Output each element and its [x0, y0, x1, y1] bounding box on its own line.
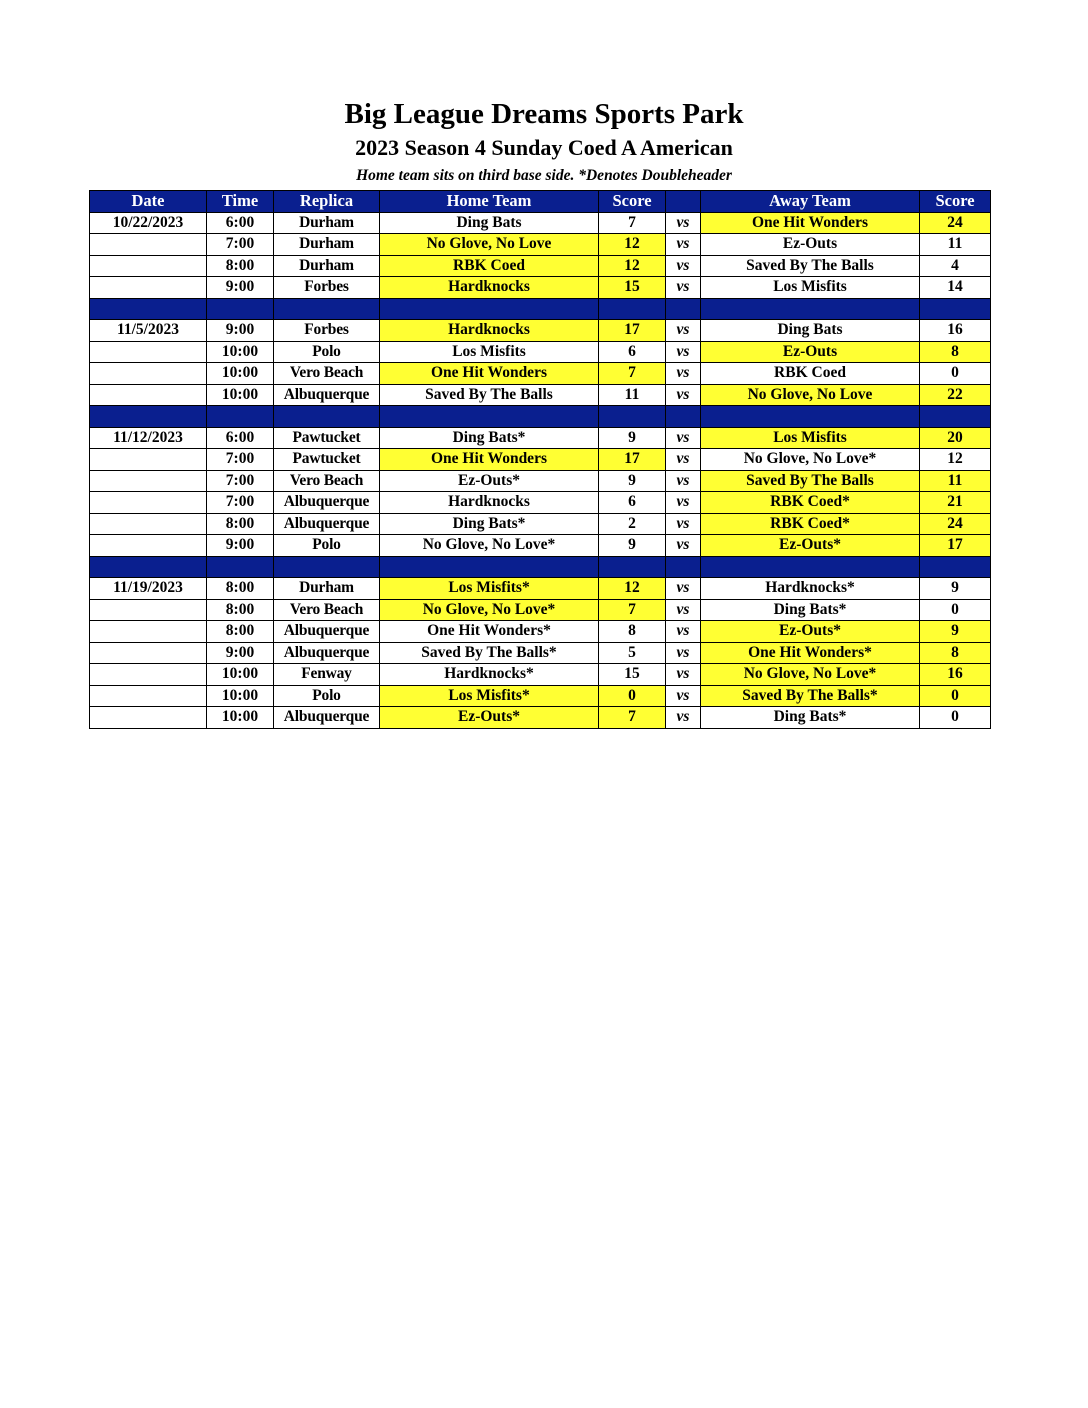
header-replica: Replica [274, 191, 380, 213]
table-row [90, 599, 991, 621]
home-team-cell: Hardknocks [380, 492, 599, 514]
table-row [90, 234, 991, 256]
home-score-cell: 0 [599, 685, 666, 707]
home-team-cell: Ez-Outs* [380, 470, 599, 492]
table-row [90, 685, 991, 707]
away-score-cell: 11 [920, 234, 991, 256]
table-row [90, 492, 991, 514]
time-cell: 6:00 [207, 427, 274, 449]
home-score-cell: 15 [599, 277, 666, 299]
home-team-cell: Ding Bats* [380, 513, 599, 535]
home-score-cell: 15 [599, 664, 666, 686]
header-away-team: Away Team [701, 191, 920, 213]
separator-cell [701, 556, 920, 578]
separator-cell [274, 298, 380, 320]
header-vs [666, 191, 701, 213]
separator-cell [920, 406, 991, 428]
away-score-cell: 14 [920, 277, 991, 299]
separator-cell [920, 556, 991, 578]
schedule-body [90, 212, 991, 728]
date-cell [90, 621, 207, 643]
date-cell [90, 234, 207, 256]
date-cell [90, 363, 207, 385]
home-team-cell: No Glove, No Love [380, 234, 599, 256]
vs-cell: vs [666, 234, 701, 256]
away-team-cell: Saved By The Balls [701, 255, 920, 277]
away-team-cell: Ding Bats* [701, 707, 920, 729]
home-team-cell: Ez-Outs* [380, 707, 599, 729]
vs-cell: vs [666, 384, 701, 406]
separator-cell [90, 406, 207, 428]
home-team-cell: One Hit Wonders [380, 449, 599, 471]
date-cell [90, 664, 207, 686]
vs-cell: vs [666, 341, 701, 363]
vs-cell: vs [666, 492, 701, 514]
home-score-cell: 12 [599, 578, 666, 600]
replica-cell: Vero Beach [274, 470, 380, 492]
home-score-cell: 12 [599, 234, 666, 256]
home-team-cell: No Glove, No Love* [380, 535, 599, 557]
away-team-cell: No Glove, No Love [701, 384, 920, 406]
table-row [90, 664, 991, 686]
home-score-cell: 11 [599, 384, 666, 406]
page-subtitle: 2023 Season 4 Sunday Coed A American [355, 135, 733, 160]
away-score-cell: 0 [920, 363, 991, 385]
schedule-note: Home team sits on third base side. *Denotes Doubleheader [356, 167, 732, 184]
separator-cell [666, 556, 701, 578]
separator-cell [380, 298, 599, 320]
replica-cell: Durham [274, 578, 380, 600]
table-row [90, 513, 991, 535]
home-team-cell: Los Misfits* [380, 578, 599, 600]
table-row [90, 277, 991, 299]
away-team-cell: No Glove, No Love* [701, 664, 920, 686]
separator-cell [380, 556, 599, 578]
home-score-cell: 9 [599, 427, 666, 449]
away-team-cell: RBK Coed* [701, 492, 920, 514]
header-home-score: Score [599, 191, 666, 213]
separator-cell [90, 298, 207, 320]
separator-row [90, 298, 991, 320]
home-team-cell: One Hit Wonders* [380, 621, 599, 643]
away-team-cell: Ding Bats [701, 320, 920, 342]
away-score-cell: 12 [920, 449, 991, 471]
home-score-cell: 7 [599, 707, 666, 729]
time-cell: 7:00 [207, 449, 274, 471]
replica-cell: Polo [274, 341, 380, 363]
header-date: Date [90, 191, 207, 213]
away-score-cell: 4 [920, 255, 991, 277]
away-score-cell: 21 [920, 492, 991, 514]
date-cell: 11/5/2023 [90, 320, 207, 342]
separator-cell [701, 298, 920, 320]
replica-cell: Albuquerque [274, 384, 380, 406]
table-row [90, 212, 991, 234]
vs-cell: vs [666, 363, 701, 385]
home-score-cell: 6 [599, 492, 666, 514]
time-cell: 9:00 [207, 277, 274, 299]
home-score-cell: 9 [599, 470, 666, 492]
time-cell: 8:00 [207, 621, 274, 643]
home-team-cell: Los Misfits* [380, 685, 599, 707]
date-cell [90, 384, 207, 406]
date-cell [90, 707, 207, 729]
time-cell: 7:00 [207, 234, 274, 256]
table-row [90, 449, 991, 471]
home-score-cell: 2 [599, 513, 666, 535]
vs-cell: vs [666, 621, 701, 643]
replica-cell: Fenway [274, 664, 380, 686]
replica-cell: Forbes [274, 277, 380, 299]
date-cell [90, 341, 207, 363]
home-score-cell: 9 [599, 535, 666, 557]
time-cell: 10:00 [207, 341, 274, 363]
home-team-cell: Hardknocks [380, 320, 599, 342]
away-score-cell: 0 [920, 599, 991, 621]
separator-row [90, 406, 991, 428]
home-team-cell: No Glove, No Love* [380, 599, 599, 621]
away-score-cell: 17 [920, 535, 991, 557]
time-cell: 6:00 [207, 212, 274, 234]
home-score-cell: 12 [599, 255, 666, 277]
separator-cell [380, 406, 599, 428]
away-score-cell: 24 [920, 212, 991, 234]
vs-cell: vs [666, 470, 701, 492]
header-row [90, 191, 991, 213]
away-team-cell: Hardknocks* [701, 578, 920, 600]
table-row [90, 320, 991, 342]
header-home-team: Home Team [380, 191, 599, 213]
replica-cell: Durham [274, 212, 380, 234]
away-team-cell: One Hit Wonders [701, 212, 920, 234]
home-team-cell: Ding Bats* [380, 427, 599, 449]
away-score-cell: 11 [920, 470, 991, 492]
time-cell: 10:00 [207, 363, 274, 385]
home-team-cell: Ding Bats [380, 212, 599, 234]
table-row [90, 707, 991, 729]
header-time: Time [207, 191, 274, 213]
time-cell: 8:00 [207, 599, 274, 621]
vs-cell: vs [666, 685, 701, 707]
vs-cell: vs [666, 578, 701, 600]
away-team-cell: No Glove, No Love* [701, 449, 920, 471]
away-team-cell: Los Misfits [701, 277, 920, 299]
away-team-cell: Saved By The Balls* [701, 685, 920, 707]
date-cell [90, 277, 207, 299]
away-team-cell: Ez-Outs* [701, 621, 920, 643]
replica-cell: Vero Beach [274, 599, 380, 621]
table-row [90, 535, 991, 557]
table-row [90, 578, 991, 600]
time-cell: 10:00 [207, 664, 274, 686]
date-cell [90, 449, 207, 471]
home-score-cell: 17 [599, 320, 666, 342]
time-cell: 10:00 [207, 707, 274, 729]
replica-cell: Durham [274, 255, 380, 277]
date-cell: 11/12/2023 [90, 427, 207, 449]
away-team-cell: One Hit Wonders* [701, 642, 920, 664]
vs-cell: vs [666, 535, 701, 557]
home-score-cell: 8 [599, 621, 666, 643]
time-cell: 9:00 [207, 642, 274, 664]
time-cell: 10:00 [207, 384, 274, 406]
replica-cell: Pawtucket [274, 427, 380, 449]
home-team-cell: Saved By The Balls* [380, 642, 599, 664]
vs-cell: vs [666, 320, 701, 342]
table-row [90, 384, 991, 406]
replica-cell: Albuquerque [274, 621, 380, 643]
replica-cell: Pawtucket [274, 449, 380, 471]
replica-cell: Polo [274, 535, 380, 557]
table-row [90, 427, 991, 449]
away-score-cell: 0 [920, 707, 991, 729]
vs-cell: vs [666, 449, 701, 471]
schedule-table [89, 190, 991, 729]
separator-cell [599, 298, 666, 320]
away-score-cell: 22 [920, 384, 991, 406]
replica-cell: Albuquerque [274, 707, 380, 729]
away-score-cell: 20 [920, 427, 991, 449]
away-team-cell: Ding Bats* [701, 599, 920, 621]
vs-cell: vs [666, 664, 701, 686]
table-row [90, 341, 991, 363]
replica-cell: Albuquerque [274, 492, 380, 514]
separator-cell [599, 406, 666, 428]
separator-cell [274, 556, 380, 578]
date-cell [90, 492, 207, 514]
away-team-cell: RBK Coed* [701, 513, 920, 535]
replica-cell: Polo [274, 685, 380, 707]
replica-cell: Durham [274, 234, 380, 256]
separator-cell [701, 406, 920, 428]
home-score-cell: 7 [599, 599, 666, 621]
away-score-cell: 16 [920, 664, 991, 686]
time-cell: 9:00 [207, 535, 274, 557]
replica-cell: Vero Beach [274, 363, 380, 385]
home-score-cell: 17 [599, 449, 666, 471]
vs-cell: vs [666, 642, 701, 664]
header-away-score: Score [920, 191, 991, 213]
time-cell: 9:00 [207, 320, 274, 342]
vs-cell: vs [666, 599, 701, 621]
time-cell: 8:00 [207, 255, 274, 277]
date-cell: 11/19/2023 [90, 578, 207, 600]
separator-cell [207, 556, 274, 578]
vs-cell: vs [666, 427, 701, 449]
separator-cell [666, 406, 701, 428]
vs-cell: vs [666, 707, 701, 729]
away-score-cell: 9 [920, 621, 991, 643]
date-cell [90, 685, 207, 707]
home-team-cell: One Hit Wonders [380, 363, 599, 385]
home-team-cell: Hardknocks [380, 277, 599, 299]
time-cell: 8:00 [207, 513, 274, 535]
separator-row [90, 556, 991, 578]
time-cell: 10:00 [207, 685, 274, 707]
away-team-cell: Ez-Outs [701, 234, 920, 256]
table-row [90, 642, 991, 664]
replica-cell: Forbes [274, 320, 380, 342]
separator-cell [274, 406, 380, 428]
away-score-cell: 24 [920, 513, 991, 535]
home-team-cell: Los Misfits [380, 341, 599, 363]
separator-cell [920, 298, 991, 320]
separator-cell [90, 556, 207, 578]
vs-cell: vs [666, 212, 701, 234]
away-team-cell: Ez-Outs [701, 341, 920, 363]
home-score-cell: 6 [599, 341, 666, 363]
away-team-cell: Ez-Outs* [701, 535, 920, 557]
home-team-cell: Saved By The Balls [380, 384, 599, 406]
date-cell: 10/22/2023 [90, 212, 207, 234]
date-cell [90, 255, 207, 277]
page-title: Big League Dreams Sports Park [344, 98, 744, 130]
replica-cell: Albuquerque [274, 642, 380, 664]
away-score-cell: 8 [920, 341, 991, 363]
table-row [90, 621, 991, 643]
separator-cell [599, 556, 666, 578]
time-cell: 7:00 [207, 492, 274, 514]
separator-cell [207, 298, 274, 320]
separator-cell [207, 406, 274, 428]
vs-cell: vs [666, 513, 701, 535]
home-score-cell: 7 [599, 212, 666, 234]
date-cell [90, 599, 207, 621]
table-row [90, 363, 991, 385]
home-team-cell: RBK Coed [380, 255, 599, 277]
table-row [90, 470, 991, 492]
separator-cell [666, 298, 701, 320]
home-score-cell: 7 [599, 363, 666, 385]
table-row [90, 255, 991, 277]
vs-cell: vs [666, 255, 701, 277]
away-score-cell: 0 [920, 685, 991, 707]
date-cell [90, 642, 207, 664]
replica-cell: Albuquerque [274, 513, 380, 535]
away-team-cell: Saved By The Balls [701, 470, 920, 492]
away-score-cell: 8 [920, 642, 991, 664]
home-team-cell: Hardknocks* [380, 664, 599, 686]
date-cell [90, 513, 207, 535]
time-cell: 7:00 [207, 470, 274, 492]
date-cell [90, 470, 207, 492]
date-cell [90, 535, 207, 557]
away-score-cell: 16 [920, 320, 991, 342]
away-score-cell: 9 [920, 578, 991, 600]
time-cell: 8:00 [207, 578, 274, 600]
away-team-cell: Los Misfits [701, 427, 920, 449]
home-score-cell: 5 [599, 642, 666, 664]
vs-cell: vs [666, 277, 701, 299]
away-team-cell: RBK Coed [701, 363, 920, 385]
